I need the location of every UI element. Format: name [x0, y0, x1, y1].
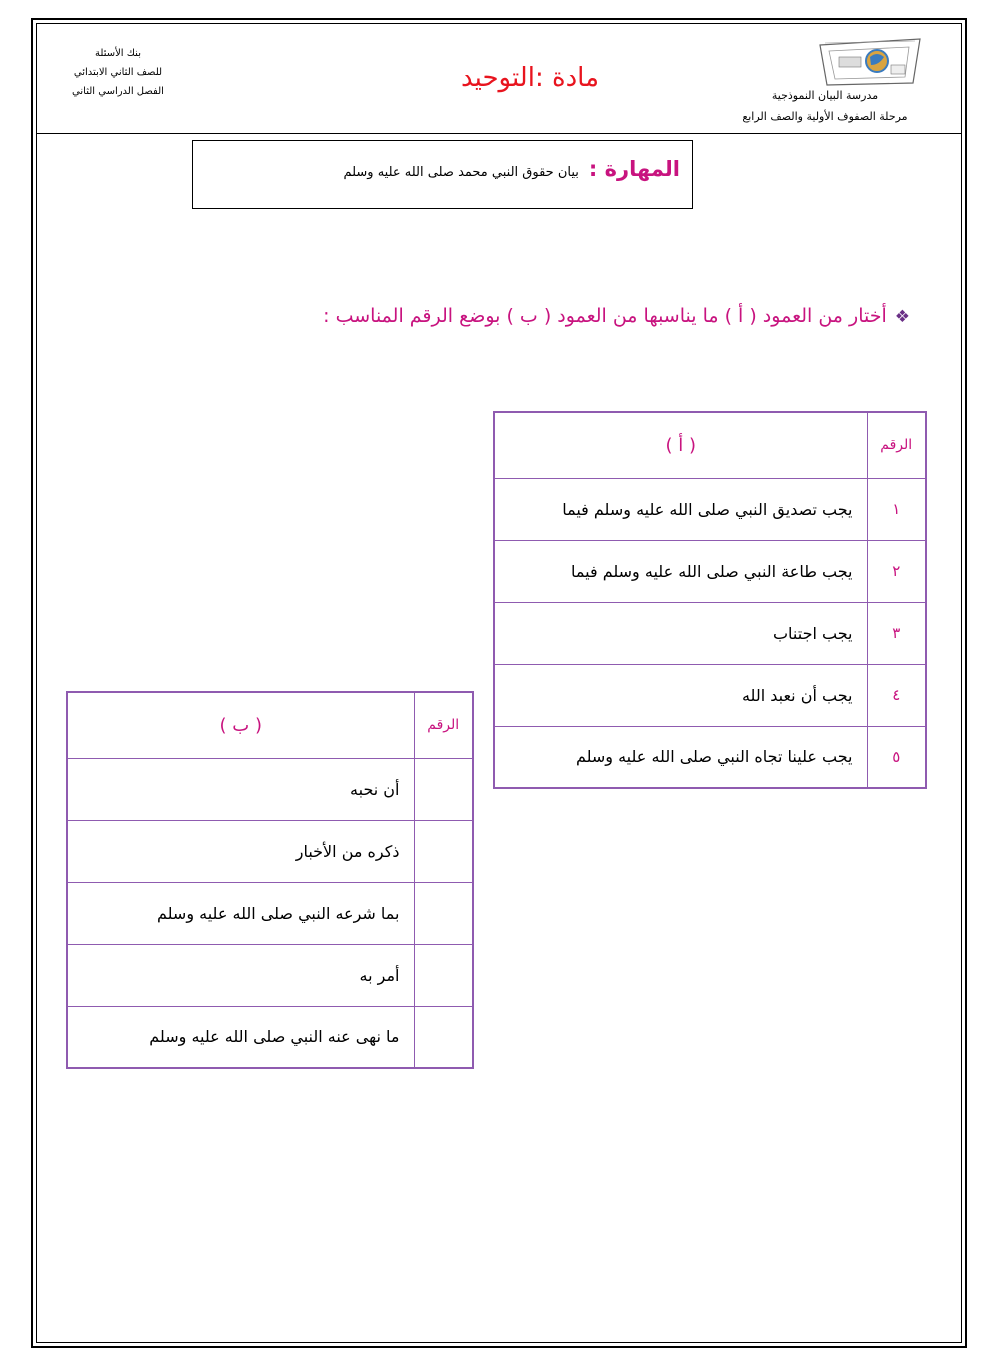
row-number: ٣ — [867, 602, 926, 664]
instruction — [323, 305, 910, 327]
diamond-bullet-icon: ❖ — [894, 307, 910, 327]
column-b-header: ( ب ) — [67, 692, 414, 758]
row-text: ما نهى عنه النبي صلى الله عليه وسلم — [67, 1006, 414, 1068]
skill-label: المهارة : — [588, 157, 680, 181]
row-text: يجب علينا تجاه النبي صلى الله عليه وسلم — [494, 726, 867, 788]
table-row — [67, 944, 473, 1006]
instruction-text: أختار من العمود ( أ ) ما يناسبها من العمود ( ب ) بوضع الرقم المناسب : — [323, 305, 887, 327]
row-number: ١ — [867, 478, 926, 540]
subject-title: مادة :التوحيد — [460, 63, 600, 93]
column-b-table — [66, 691, 474, 1069]
table-row — [494, 540, 926, 602]
table-row — [67, 1006, 473, 1068]
table-row — [67, 758, 473, 820]
number-header: الرقم — [414, 692, 473, 758]
bank-line-2: للصف الثاني الابتدائي — [73, 67, 163, 78]
table-row — [494, 478, 926, 540]
row-text: يجب أن نعبد الله — [494, 664, 867, 726]
school-name: مدرسة البيان النموذجية — [771, 89, 879, 102]
table-row — [67, 882, 473, 944]
row-text: يجب طاعة النبي صلى الله عليه وسلم فيما — [494, 540, 867, 602]
answer-number-cell[interactable] — [414, 820, 473, 882]
bank-line-3: الفصل الدراسي الثاني — [72, 86, 164, 97]
row-number: ٥ — [867, 726, 926, 788]
row-text: ذكره من الأخبار — [67, 820, 414, 882]
table-row — [494, 602, 926, 664]
table-row — [494, 726, 926, 788]
question-bank-info — [48, 44, 188, 101]
row-number: ٤ — [867, 664, 926, 726]
bank-line-1: بنك الأسئلة — [95, 48, 141, 59]
table-header-row — [494, 412, 926, 478]
answer-number-cell[interactable] — [414, 944, 473, 1006]
school-stage: مرحلة الصفوف الأولية والصف الرابع — [742, 110, 908, 123]
table-row — [494, 664, 926, 726]
skill-value: بيان حقوق النبي محمد صلى الله عليه وسلم — [343, 165, 579, 180]
column-a-header: ( أ ) — [494, 412, 867, 478]
answer-number-cell[interactable] — [414, 758, 473, 820]
row-text: يجب تصديق النبي صلى الله عليه وسلم فيما — [494, 478, 867, 540]
number-header: الرقم — [867, 412, 926, 478]
row-text: أمر به — [67, 944, 414, 1006]
skill-box — [192, 140, 693, 209]
answer-number-cell[interactable] — [414, 1006, 473, 1068]
table-row — [67, 820, 473, 882]
school-logo — [815, 35, 925, 90]
table-header-row — [67, 692, 473, 758]
row-text: بما شرعه النبي صلى الله عليه وسلم — [67, 882, 414, 944]
school-info — [710, 85, 940, 127]
column-a-table — [493, 411, 927, 789]
header-divider — [36, 133, 962, 134]
row-text: يجب اجتناب — [494, 602, 867, 664]
answer-number-cell[interactable] — [414, 882, 473, 944]
row-number: ٢ — [867, 540, 926, 602]
row-text: أن نحبه — [67, 758, 414, 820]
